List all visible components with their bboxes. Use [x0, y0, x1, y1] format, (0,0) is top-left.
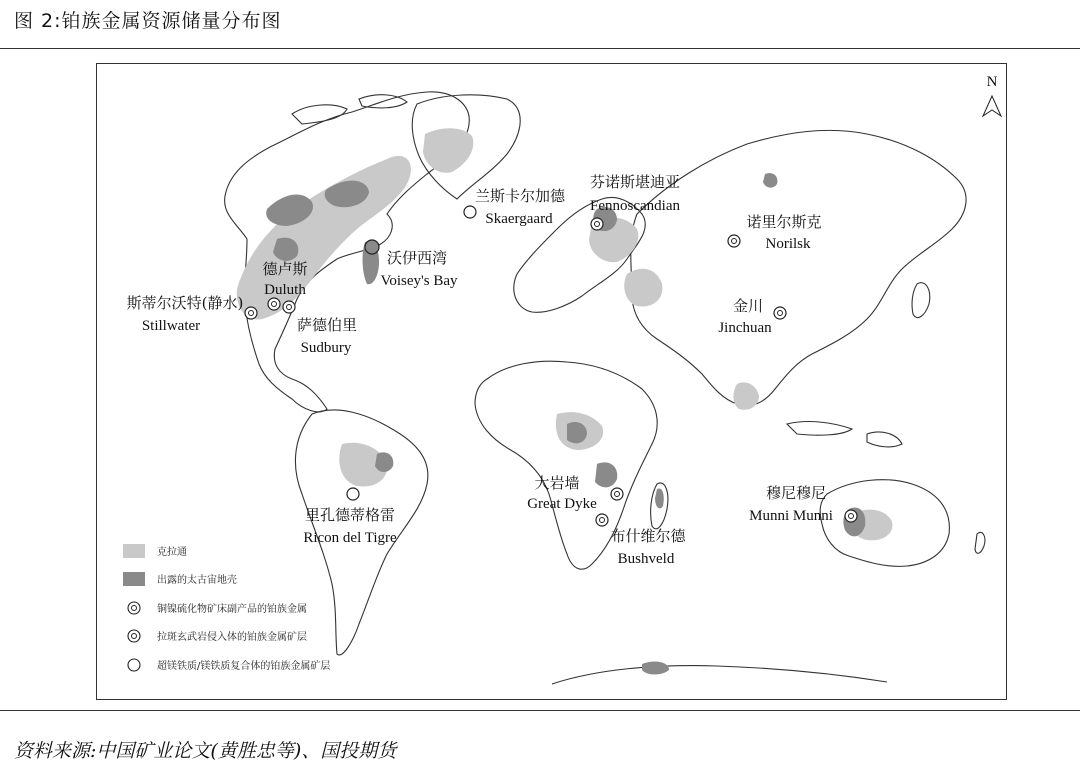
antarctica-outline — [552, 666, 887, 684]
voisey-en-label: Voisey's Bay — [380, 273, 458, 289]
south-america-archean — [375, 452, 393, 472]
munni-zh-label: 穆尼穆尼 — [765, 484, 827, 502]
legend-label-0: 克拉通 — [157, 547, 187, 558]
siberia-archean — [763, 173, 777, 188]
bushveld-marker-icon — [596, 514, 608, 526]
stillwater-marker-icon — [245, 307, 257, 319]
greatdyke-marker-icon — [611, 488, 623, 500]
madagascar-archean — [655, 488, 664, 508]
legend-label-3: 拉斑玄武岩侵入体的铂族金属矿层 — [157, 632, 307, 643]
ricon-marker-icon — [347, 488, 359, 500]
skaergaard-zh-label: 兰斯卡尔加德 — [474, 187, 566, 205]
jinchuan-en-label: Jinchuan — [718, 320, 772, 336]
double-circle-icon — [128, 602, 140, 614]
fennoscandian-zh-label: 芬诺斯堪迪亚 — [589, 173, 681, 191]
fennoscandian-marker-icon — [591, 218, 603, 230]
map-frame — [96, 63, 1007, 700]
greatdyke-zh-label: 大岩墙 — [534, 474, 580, 492]
india-craton — [733, 382, 759, 409]
voisey-marker-icon — [365, 240, 379, 254]
world-map — [97, 64, 1008, 701]
legend-label-2: 铜镍硫化物矿床副产品的铂族金属 — [157, 604, 307, 615]
site-markers — [127, 173, 857, 567]
jinchuan-zh-label: 金川 — [732, 297, 764, 315]
top-rule — [0, 48, 1080, 49]
north-arrow — [983, 74, 1001, 116]
sudbury-marker-icon — [283, 301, 295, 313]
japan-outline — [912, 283, 930, 318]
bottom-rule — [0, 710, 1080, 711]
skaergaard-en-label: Skaergaard — [485, 211, 553, 227]
ricon-en-label: Ricon del Tigre — [303, 530, 397, 546]
munni-en-label: Munni Munni — [749, 508, 833, 524]
north-label: N — [986, 74, 998, 90]
norilsk-zh-label: 诺里尔斯克 — [746, 213, 822, 231]
stillwater-en-label: Stillwater — [141, 318, 201, 334]
greenland-craton — [423, 128, 473, 173]
norilsk-marker-icon — [728, 235, 740, 247]
voisey-zh-label: 沃伊西湾 — [386, 249, 448, 267]
greatdyke-en-label: Great Dyke — [527, 496, 597, 512]
ricon-zh-label: 里孔德蒂格雷 — [304, 506, 396, 524]
single-circle-icon — [128, 659, 140, 671]
se-asia-islands-outline — [787, 422, 902, 447]
archean-swatch — [123, 572, 145, 586]
north-arrow-icon — [983, 96, 1001, 116]
legend-label-1: 出露的太古宙地壳 — [157, 575, 237, 586]
figure-source: 资料来源:中国矿业论文(黄胜忠等)、国投期货 — [14, 740, 397, 762]
new-zealand-outline — [975, 532, 985, 553]
skaergaard-marker-icon — [464, 206, 476, 218]
jinchuan-marker-icon — [774, 307, 786, 319]
bushveld-zh-label: 布什维尔德 — [610, 527, 686, 545]
antarctica-archean — [642, 662, 669, 675]
sudbury-zh-label: 萨德伯里 — [296, 316, 358, 334]
duluth-en-label: Duluth — [264, 282, 306, 298]
sudbury-en-label: Sudbury — [300, 340, 352, 356]
munni-marker-icon — [845, 510, 857, 522]
africa-archean-2 — [595, 462, 617, 487]
asia-outline — [631, 130, 966, 405]
figure-title: 图 2:铂族金属资源储量分布图 — [14, 10, 282, 32]
legend — [123, 544, 330, 672]
double-circle-icon — [128, 630, 140, 642]
craton-swatch — [123, 544, 145, 558]
legend-label-4: 超镁铁质/镁铁质复合体的铂族金属矿层 — [157, 661, 331, 672]
fennoscandian-en-label: Fennoscandian — [590, 198, 680, 214]
stillwater-zh-label: 斯蒂尔沃特(静水) — [126, 294, 244, 312]
duluth-zh-label: 德卢斯 — [262, 260, 308, 278]
canadian-shield-craton — [237, 156, 411, 320]
duluth-marker-icon — [268, 298, 280, 310]
norilsk-en-label: Norilsk — [765, 236, 811, 252]
russian-craton — [624, 269, 662, 307]
bushveld-en-label: Bushveld — [617, 551, 675, 567]
